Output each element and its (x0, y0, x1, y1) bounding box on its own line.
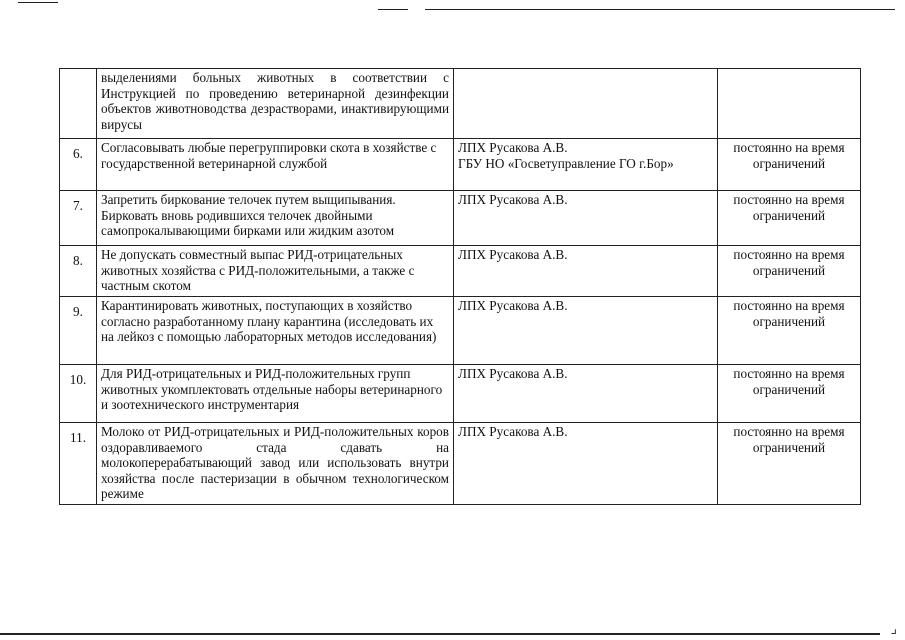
measure-text: выделениями больных животных в соответствии с Инструкцией по проведению ветеринарной дезинфекции объектов животноводства дезрастворами, инактивирующими вирусы (97, 69, 454, 139)
deadline: постоянно на время ограничений (718, 297, 861, 365)
table-row (60, 365, 861, 423)
deadline: постоянно на время ограничений (718, 365, 861, 423)
table-row (60, 139, 861, 191)
responsible-party: ЛПХ Русакова А.В. (454, 423, 718, 505)
measure-text: Согласовывать любые перегруппировки скота в хозяйстве с государственной ветеринарной службой (97, 139, 454, 191)
row-number (60, 69, 97, 139)
table-row (60, 297, 861, 365)
responsible-party: ЛПХ Русакова А.В. (454, 365, 718, 423)
responsible-party: ЛПХ Русакова А.В. (454, 246, 718, 297)
scan-bottom-line (0, 633, 880, 635)
responsible-party: ЛПХ Русакова А.В. (454, 297, 718, 365)
measure-text: Карантинировать животных, поступающих в хозяйство согласно разработанному плану карантина (исследовать их на лейкоз с помощью лабораторных методов исследования) (97, 297, 454, 365)
responsible-party: ЛПХ Русакова А.В. ГБУ НО «Госветуправление ГО г.Бор» (454, 139, 718, 191)
responsible-party (454, 69, 718, 139)
row-number: 7. (60, 191, 97, 246)
measure-text: Молоко от РИД-отрицательных и РИД-положительных коров оздоравливаемого стада сдавать на молокоперерабатывающий завод или использовать внутри хозяйства после пастеризации в обычном технологическом режиме (97, 423, 454, 505)
table-row (60, 246, 861, 297)
scan-top-line-mid (378, 9, 408, 10)
row-number: 6. (60, 139, 97, 191)
measure-text: Запретить биркование телочек путем выщипывания. Бирковать вновь родившихся телочек двойными самопрокалывающими бирками или жидким азотом (97, 191, 454, 246)
scan-top-line-left (18, 2, 58, 3)
deadline: постоянно на время ограничений (718, 191, 861, 246)
measure-text: Для РИД-отрицательных и РИД-положительных групп животных укомплектовать отдельные наборы ветеринарного и зоотехнического инструментария (97, 365, 454, 423)
row-number: 10. (60, 365, 97, 423)
measure-text: Не допускать совместный выпас РИД-отрицательных животных хозяйства с РИД-положительными, а также с частным скотом (97, 246, 454, 297)
deadline: постоянно на время ограничений (718, 423, 861, 505)
row-number: 11. (60, 423, 97, 505)
scan-top-line-right (425, 9, 895, 10)
row-number: 9. (60, 297, 97, 365)
row-number: 8. (60, 246, 97, 297)
deadline: постоянно на время ограничений (718, 139, 861, 191)
deadline: постоянно на время ограничений (718, 246, 861, 297)
page-corner-mark: ⌟ (890, 622, 897, 637)
table-row (60, 191, 861, 246)
table-row (60, 69, 861, 139)
deadline (718, 69, 861, 139)
measures-table (59, 68, 861, 505)
responsible-party: ЛПХ Русакова А.В. (454, 191, 718, 246)
table-row (60, 423, 861, 505)
